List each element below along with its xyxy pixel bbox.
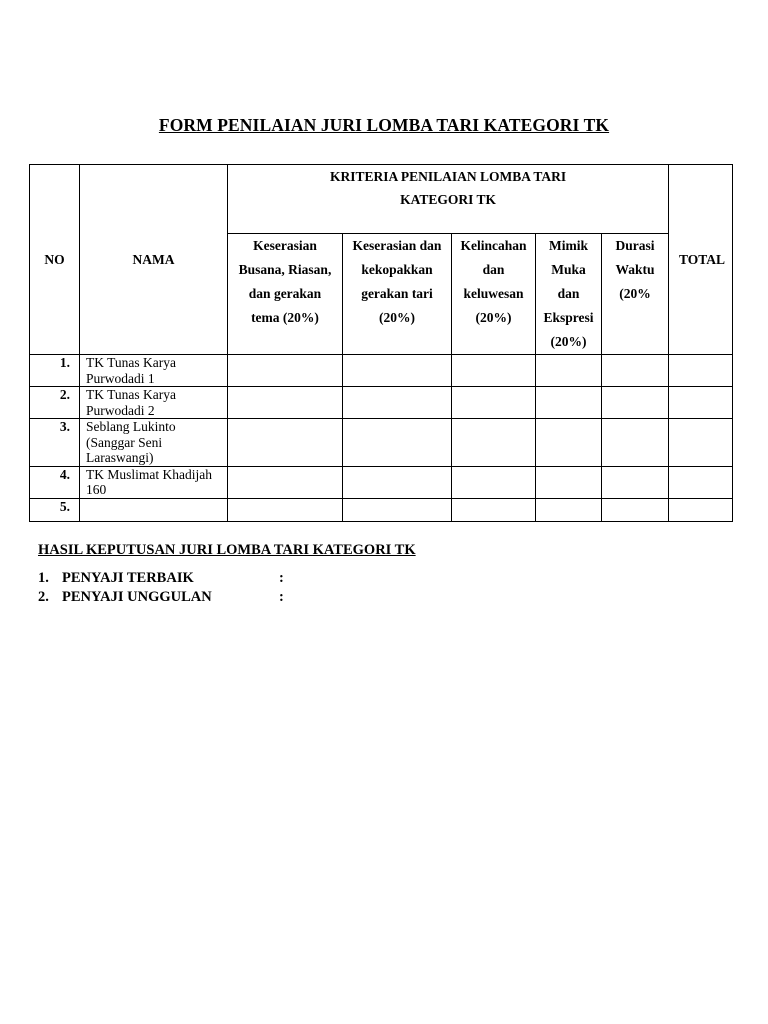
header-criterion-line: kekopakkan [361, 262, 433, 277]
score-cell[interactable] [536, 498, 602, 521]
row-nama [80, 498, 228, 521]
score-cell[interactable] [343, 419, 452, 467]
score-cell[interactable] [452, 498, 536, 521]
score-cell[interactable] [602, 466, 669, 498]
row-nama-line: Purwodadi 1 [86, 370, 155, 386]
score-cell[interactable] [536, 466, 602, 498]
header-criterion-line: dan [482, 262, 505, 277]
row-nama-line: (Sanggar Seni [86, 434, 163, 450]
score-cell[interactable] [536, 355, 602, 387]
row-nama-line: Purwodadi 2 [86, 402, 155, 418]
header-criterion [452, 234, 536, 355]
header-kriteria-line: KRITERIA PENILAIAN LOMBA TARI [329, 169, 567, 184]
score-cell[interactable] [452, 387, 536, 419]
header-criterion-line: keluwesan [463, 286, 524, 301]
header-no: NO [30, 165, 80, 355]
header-criterion-line: (20%) [379, 310, 415, 325]
row-nama [80, 419, 228, 467]
total-cell[interactable] [669, 466, 733, 498]
header-criterion-line: (20%) [475, 310, 512, 325]
header-criterion-line: Ekspresi [543, 310, 594, 325]
header-criterion-line: (20%) [550, 334, 587, 349]
row-nama [80, 466, 228, 498]
score-cell[interactable] [602, 355, 669, 387]
result-item [38, 589, 284, 606]
header-kriteria-line: KATEGORI TK [400, 192, 496, 207]
header-criterion-line: Kelincahan [460, 238, 527, 253]
score-cell[interactable] [228, 355, 343, 387]
score-cell[interactable] [536, 387, 602, 419]
score-cell[interactable] [343, 498, 452, 521]
row-number: 3. [30, 419, 80, 467]
score-cell[interactable] [452, 466, 536, 498]
header-total: TOTAL [669, 165, 733, 355]
table-row [30, 466, 733, 498]
score-cell[interactable] [343, 466, 452, 498]
header-criterion-line: dan gerakan [248, 286, 322, 301]
header-criterion [602, 234, 669, 355]
results-title: HASIL KEPUTUSAN JURI LOMBA TARI KATEGORI TK [38, 542, 416, 558]
table-row [30, 387, 733, 419]
page-title: FORM PENILAIAN JURI LOMBA TARI KATEGORI TK [158, 115, 610, 135]
score-table [29, 164, 733, 522]
header-criterion-line: Muka [551, 262, 586, 277]
score-cell[interactable] [228, 419, 343, 467]
header-criterion [228, 234, 343, 355]
table-row [30, 355, 733, 387]
score-cell[interactable] [452, 355, 536, 387]
header-criterion-line: Keserasian dan [352, 238, 442, 253]
result-num: 1. [38, 570, 49, 586]
row-number: 1. [30, 355, 80, 387]
result-label: PENYAJI UNGGULAN [62, 589, 212, 605]
total-cell[interactable] [669, 355, 733, 387]
score-cell[interactable] [602, 419, 669, 467]
row-number: 4. [30, 466, 80, 498]
row-nama-line: TK Tunas Karya [86, 355, 176, 370]
result-label: PENYAJI TERBAIK [62, 570, 194, 586]
result-num: 2. [38, 589, 49, 605]
header-criterion-line: dan [557, 286, 580, 301]
header-criterion-line: Keserasian [253, 238, 317, 253]
row-nama-line: Laraswangi) [86, 450, 154, 465]
score-cell[interactable] [602, 498, 669, 521]
result-sep: : [279, 570, 284, 586]
score-cell[interactable] [228, 387, 343, 419]
result-sep: : [279, 589, 284, 605]
header-criterion-line: Durasi [615, 238, 655, 253]
score-cell[interactable] [343, 387, 452, 419]
header-criterion-line: Mimik [549, 238, 588, 253]
score-cell[interactable] [602, 387, 669, 419]
row-nama-line: TK Tunas Karya [86, 387, 176, 402]
score-cell[interactable] [228, 498, 343, 521]
header-criterion-line: (20% [619, 286, 651, 301]
score-cell[interactable] [228, 466, 343, 498]
row-nama-line: TK Muslimat Khadijah [86, 466, 212, 482]
header-criterion-line: gerakan tari [361, 286, 433, 301]
score-cell[interactable] [343, 355, 452, 387]
score-cell[interactable] [536, 419, 602, 467]
total-cell[interactable] [669, 419, 733, 467]
row-nama-line: Seblang Lukinto [86, 419, 176, 434]
header-criterion-line: tema (20%) [251, 310, 319, 325]
result-item [38, 570, 284, 587]
total-cell[interactable] [669, 498, 733, 521]
row-nama-line: 160 [86, 482, 107, 497]
row-number: 2. [30, 387, 80, 419]
row-nama [80, 387, 228, 419]
table-row [30, 498, 733, 521]
row-nama [80, 355, 228, 387]
score-cell[interactable] [452, 419, 536, 467]
header-nama: NAMA [80, 165, 228, 355]
header-criterion-line: Busana, Riasan, [238, 262, 332, 277]
table-row [30, 419, 733, 467]
total-cell[interactable] [669, 387, 733, 419]
header-criterion [536, 234, 602, 355]
row-number: 5. [30, 498, 80, 521]
header-kriteria [228, 165, 669, 234]
header-criterion-line: Waktu [615, 262, 655, 277]
header-criterion [343, 234, 452, 355]
